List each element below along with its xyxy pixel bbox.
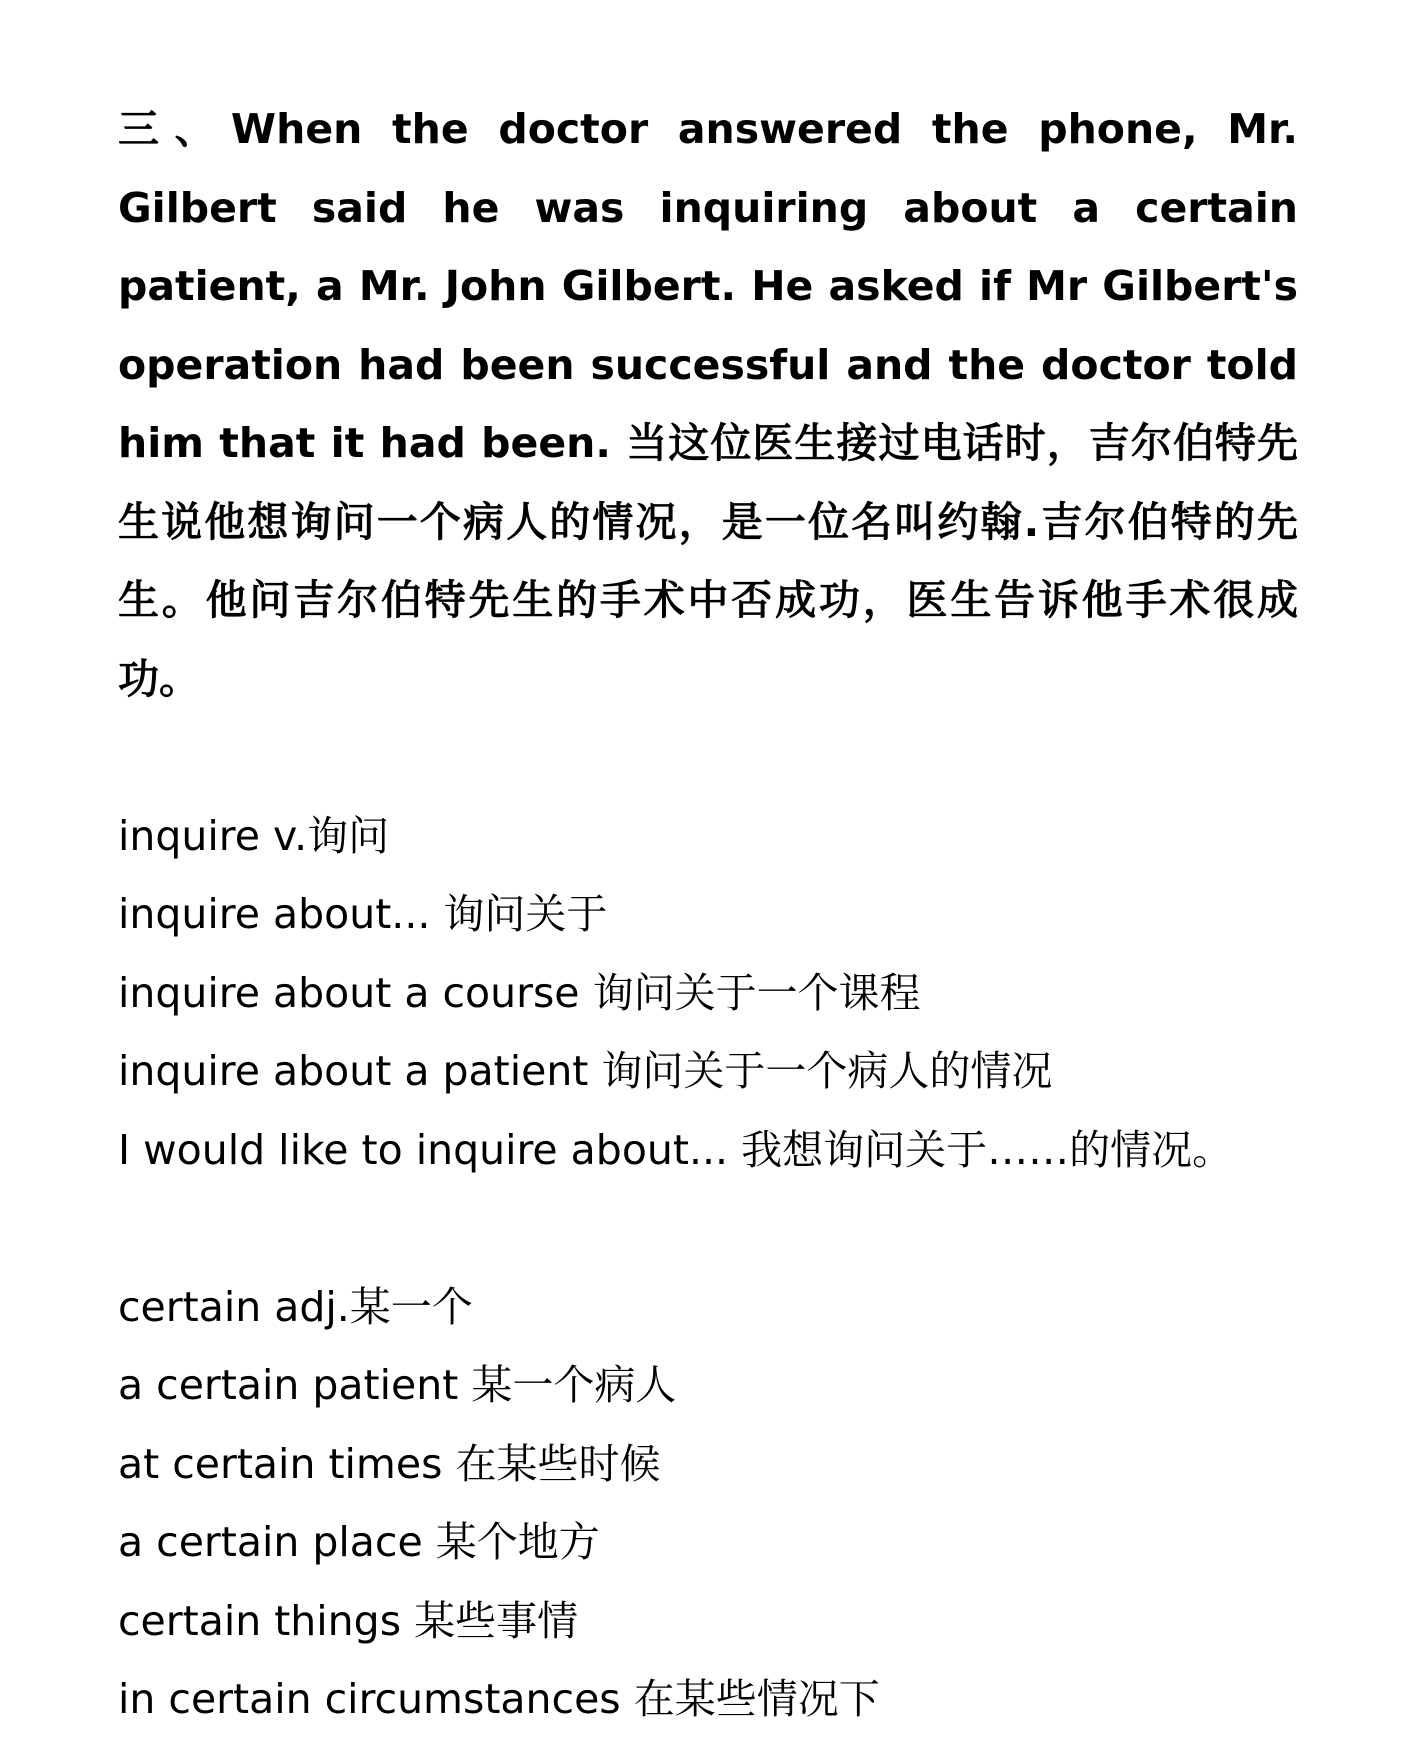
vocab-line: a certain patient 某一个病人 <box>118 1361 677 1409</box>
vocab-line: certain adj.某一个 <box>118 1282 473 1331</box>
vocab-line: inquire about a patient 询问关于一个病人的情况 <box>118 1047 1053 1095</box>
main-paragraph: 三、When the doctor answered the phone, Mr. Gilbert said he was inquiring about a certain patient, a Mr. John Gilbert. He asked if Mr Gilbert's operation had been successful and the doctor told him that it had been. 当这位医生接过电话时，吉尔伯特先生说他想询问一个病人的情况，是一位名叫约翰.吉尔伯特的先生。他问吉尔伯特先生的手术中否成功，医生告诉他手术很成功。 <box>118 105 1298 703</box>
page-content <box>118 90 1298 1739</box>
vocab-section-inquire <box>118 797 1298 1190</box>
vocab-line: a certain place 某个地方 <box>118 1518 600 1566</box>
vocab-section-certain <box>118 1268 1298 1739</box>
vocab-line: I would like to inquire about... 我想询问关于……的情况。 <box>118 1125 1234 1174</box>
vocab-line: inquire about a course 询问关于一个课程 <box>118 968 921 1017</box>
vocab-line: at certain times 在某些时候 <box>118 1439 661 1488</box>
vocab-line: inquire v.询问 <box>118 811 390 860</box>
spacer <box>118 1189 1298 1268</box>
vocab-line: inquire about... 询问关于 <box>118 890 608 938</box>
vocab-line: in certain circumstances 在某些情况下 <box>118 1675 880 1723</box>
spacer <box>118 718 1298 797</box>
vocab-line: certain things 某些事情 <box>118 1596 579 1645</box>
